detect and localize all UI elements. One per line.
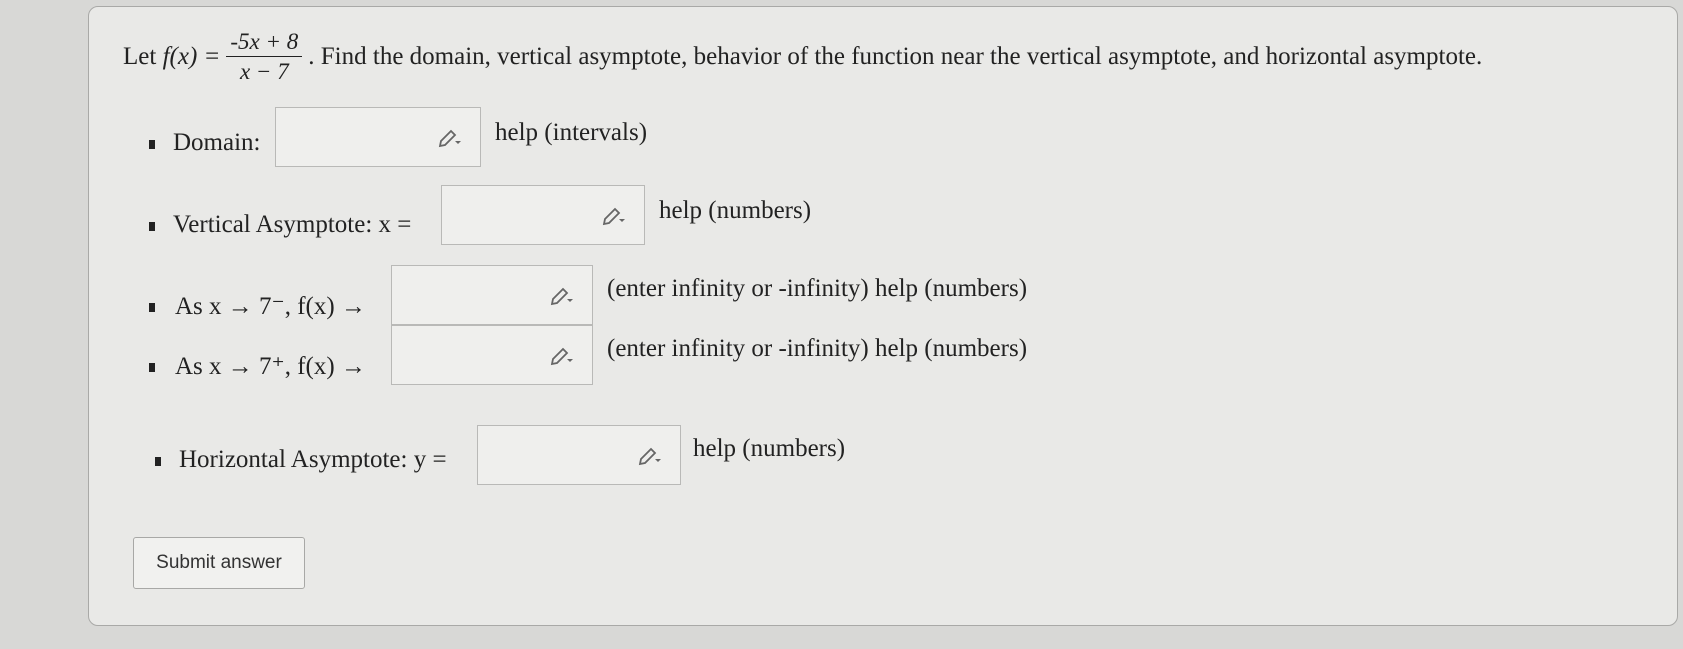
question-card <box>88 6 1678 626</box>
ha-help-link[interactable]: help (numbers) <box>693 435 846 462</box>
va-help-link[interactable]: help (numbers) <box>659 197 812 224</box>
ha-label: Horizontal Asymptote: y = <box>179 446 447 473</box>
left-limit-input[interactable] <box>391 265 593 325</box>
right-limit-input[interactable] <box>391 325 593 385</box>
bullet <box>149 140 155 149</box>
pencil-dropdown-icon[interactable] <box>550 344 574 366</box>
domain-label: Domain: <box>173 129 261 156</box>
vertical-asymptote-input[interactable] <box>441 185 645 245</box>
fraction <box>226 29 302 85</box>
pencil-dropdown-icon[interactable] <box>438 126 462 148</box>
pencil-dropdown-icon[interactable] <box>638 444 662 466</box>
right-limit-label: As x → 7⁺, f(x) → <box>175 353 366 380</box>
domain-help-link[interactable]: help (intervals) <box>495 119 648 146</box>
question-rest: . Find the domain, vertical asymptote, behavior of the function near the vertical asymptote, and horizontal asymptote. <box>308 42 1483 70</box>
pencil-dropdown-icon[interactable] <box>602 204 626 226</box>
question-lead: Let <box>123 42 157 70</box>
fraction-numerator: -5x + 8 <box>226 29 302 57</box>
right-limit-help-link[interactable]: (enter infinity or -infinity) help (numbers) <box>607 335 1028 362</box>
question-text <box>123 29 1482 85</box>
horizontal-asymptote-input[interactable] <box>477 425 681 485</box>
domain-input[interactable] <box>275 107 481 167</box>
bullet <box>155 457 161 466</box>
submit-answer-button[interactable]: Submit answer <box>133 537 305 589</box>
va-label: Vertical Asymptote: x = <box>173 211 412 238</box>
pencil-dropdown-icon[interactable] <box>550 284 574 306</box>
bullet <box>149 222 155 231</box>
bullet <box>149 363 155 372</box>
bullet <box>149 303 155 312</box>
fraction-denominator: x − 7 <box>239 59 289 85</box>
left-limit-label: As x → 7⁻, f(x) → <box>175 293 366 320</box>
function-name: f(x) = <box>162 42 221 70</box>
left-limit-help-link[interactable]: (enter infinity or -infinity) help (numbers) <box>607 275 1028 302</box>
